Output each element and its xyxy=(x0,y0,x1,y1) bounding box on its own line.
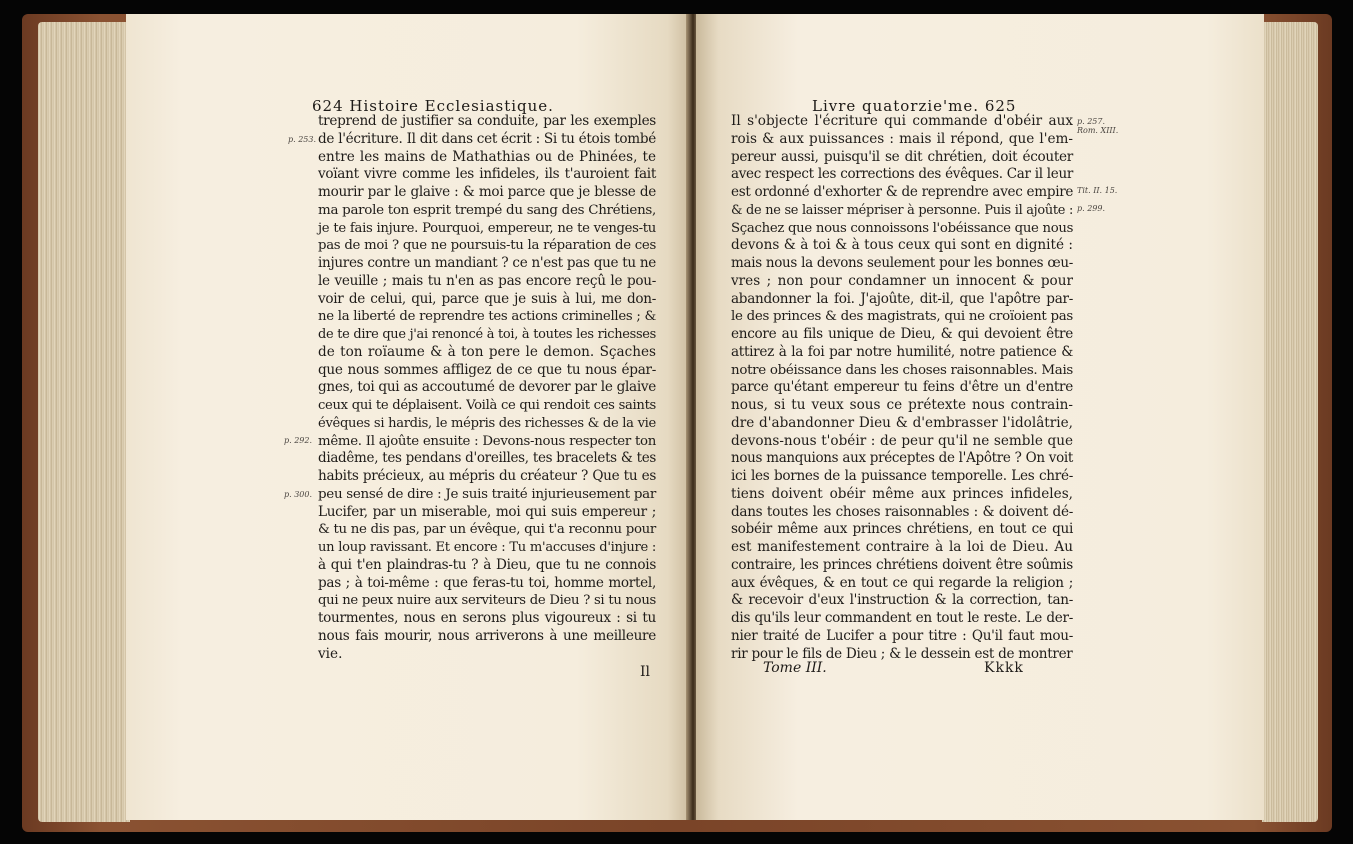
text-line: vie. xyxy=(318,645,343,662)
page-edges-right xyxy=(1262,22,1318,822)
text-line: diadême, tes pendans d'oreilles, tes bracelets & tes xyxy=(318,450,656,467)
text-line: voir de celui, qui, parce que je suis à lui, me don- xyxy=(318,290,656,307)
text-line: encore au fils unique de Dieu, & qui devoient être xyxy=(731,326,1073,342)
text-line: attirez à la foi par notre humilité, notre patience & xyxy=(731,343,1073,360)
text-line: de te dire que j'ai renoncé à toi, à toutes les richesses xyxy=(318,327,656,342)
text-line: est manifestement contraire à la loi de Dieu. Au xyxy=(731,539,1073,555)
text-line: rir pour le fils de Dieu ; & le dessein est de montrer xyxy=(731,645,1073,662)
text-line: gnes, toi qui as accoutumé de devorer par le glaive xyxy=(318,379,657,396)
text-line: le des princes & des magistrats, qui ne croïoient pas xyxy=(731,309,1073,325)
text-line: peu sensé de dire : Je suis traité injurieusement par xyxy=(318,486,656,502)
text-line: entre les mains de Mathathias ou de Phinées, te xyxy=(318,148,656,165)
margin-note: Tit. II. 15. xyxy=(1077,186,1118,195)
text-line: ne la liberté de reprendre tes actions criminelles ; & xyxy=(318,309,656,325)
text-line: injures contre un mandiant ? ce n'est pas que tu ne xyxy=(318,255,656,271)
text-line: un loup ravissant. Et encore : Tu m'accuses d'injure : xyxy=(318,540,656,555)
text-line: pas ; à toi-même : que feras-tu toi, homme mortel, xyxy=(318,574,656,591)
text-line: nier traité de Lucifer a pour titre : Qu'il faut mou- xyxy=(731,627,1073,644)
text-line: nous manquions aux préceptes de l'Apôtre ? On voit xyxy=(731,450,1073,467)
text-line: rois & aux puissances : mais il répond, que l'em- xyxy=(731,130,1073,147)
text-line: Lucifer, par un miserable, moi qui suis empereur ; xyxy=(318,503,656,520)
text-line: contraire, les princes chrétiens doivent être soûmis xyxy=(731,556,1073,573)
text-line: Sçachez que nous connoissons l'obéissance que nous xyxy=(731,220,1074,236)
text-line: dre d'abandonner Dieu & d'embrasser l'idolâtrie, xyxy=(731,414,1073,431)
text-line: habits précieux, au mépris du créateur ? Que tu es xyxy=(318,468,656,484)
text-line: même. Il ajoûte ensuite : Devons-nous respecter ton xyxy=(318,433,656,449)
text-line: dis qu'ils leur commandent en tout le reste. Le der- xyxy=(731,610,1073,626)
right-page-signature: Kkkk xyxy=(984,660,1024,676)
left-page-body xyxy=(318,113,656,663)
text-line: & de ne se laisser mépriser à personne. Puis il ajoûte : xyxy=(731,202,1073,218)
margin-note: p. 292. xyxy=(284,436,313,445)
text-line: le veuille ; mais tu n'en as pas encore reçû le pou- xyxy=(318,272,656,289)
margin-note: p. 300. xyxy=(284,490,313,499)
text-line: aux évêques, & en tout ce qui regarde la religion ; xyxy=(731,574,1073,591)
left-page-header: 624 Histoire Ecclesiastique. xyxy=(312,97,554,115)
text-line: vres ; non pour condamner un innocent & pour xyxy=(731,272,1073,289)
text-line: nous, si tu veux sous ce prétexte nous contrain- xyxy=(731,397,1073,413)
text-line: ceux qui te déplaisent. Voilà ce qui rendoit ces saints xyxy=(318,398,656,413)
text-line: mais nous la devons seulement pour les bonnes œu- xyxy=(731,255,1073,271)
text-line: pas de moi ? que ne poursuis-tu la réparation de ces xyxy=(318,238,656,254)
text-line: ma parole ton esprit trempé du sang des Chrétiens, xyxy=(318,202,656,218)
text-line: voïant vivre comme les infideles, ils t'auroient fait xyxy=(318,166,656,183)
left-page-catchword: Il xyxy=(640,664,651,680)
text-line: devons-nous t'obéir : de peur qu'il ne semble que xyxy=(731,432,1073,449)
text-line: de l'écriture. Il dit dans cet écrit : Si tu étois tombé xyxy=(318,130,656,147)
text-line: sobéir même aux princes chrétiens, en tout ce qui xyxy=(731,521,1073,538)
margin-note: p. 299. xyxy=(1077,204,1106,213)
page-edges-left xyxy=(38,22,130,822)
text-line: & tu ne dis pas, par un évêque, qui t'a reconnu pour xyxy=(318,522,656,538)
text-line: de ton roïaume & à ton pere le demon. Sçaches xyxy=(318,343,656,360)
text-line: parce qu'étant empereur tu feins d'être un d'entre xyxy=(731,379,1073,396)
text-line: abandonner la foi. J'ajoûte, dit-il, que l'apôtre par- xyxy=(731,290,1073,307)
text-line: tourmentes, nous en serons plus vigoureux : si tu xyxy=(318,610,656,626)
text-line: tiens doivent obéir même aux princes infideles, xyxy=(731,485,1073,502)
text-line: notre obéissance dans les choses raisonnables. Mais xyxy=(731,362,1073,378)
text-line: nous fais mourir, nous arriverons à une meilleure xyxy=(318,627,656,644)
text-line: qui ne peux nuire aux serviteurs de Dieu ? si tu nous xyxy=(318,593,656,609)
text-line: mourir par le glaive : & moi parce que je blesse de xyxy=(318,184,656,200)
text-line: avec respect les corrections des évêques. Car il leur xyxy=(731,166,1073,183)
text-line: que nous sommes affligez de ce que tu nous épar- xyxy=(318,361,656,378)
right-page-header: Livre quatorzie'me. 625 xyxy=(812,97,1017,115)
margin-note: p. 257. xyxy=(1077,117,1106,126)
right-page-body xyxy=(731,113,1073,663)
text-line: Il s'objecte l'écriture qui commande d'obéir aux xyxy=(731,113,1073,129)
text-line: treprend de justifier sa conduite, par les exemples xyxy=(318,113,656,129)
margin-note: p. 253. xyxy=(288,135,317,144)
margin-note: Rom. XIII. xyxy=(1077,126,1119,135)
text-line: & recevoir d'eux l'instruction & la correction, tan- xyxy=(731,592,1073,609)
text-line: pereur aussi, puisqu'il se dit chrétien, doit écouter xyxy=(731,148,1073,165)
text-line: je te fais injure. Pourquoi, empereur, ne te venges-tu xyxy=(318,220,656,236)
text-line: dans toutes les choses raisonnables : & doivent dé- xyxy=(731,503,1073,520)
text-line: à qui t'en plaindras-tu ? à Dieu, que tu ne connois xyxy=(318,556,656,573)
text-line: évêques si hardis, le mépris des richesses & de la vie xyxy=(318,415,656,431)
text-line: ici les bornes de la puissance temporelle. Les chré- xyxy=(731,468,1073,484)
text-line: devons & à toi & à tous ceux qui sont en dignité : xyxy=(731,237,1073,254)
right-page-tome: Tome III. xyxy=(763,660,827,676)
text-line: est ordonné d'exhorter & de reprendre avec empire xyxy=(731,184,1074,200)
